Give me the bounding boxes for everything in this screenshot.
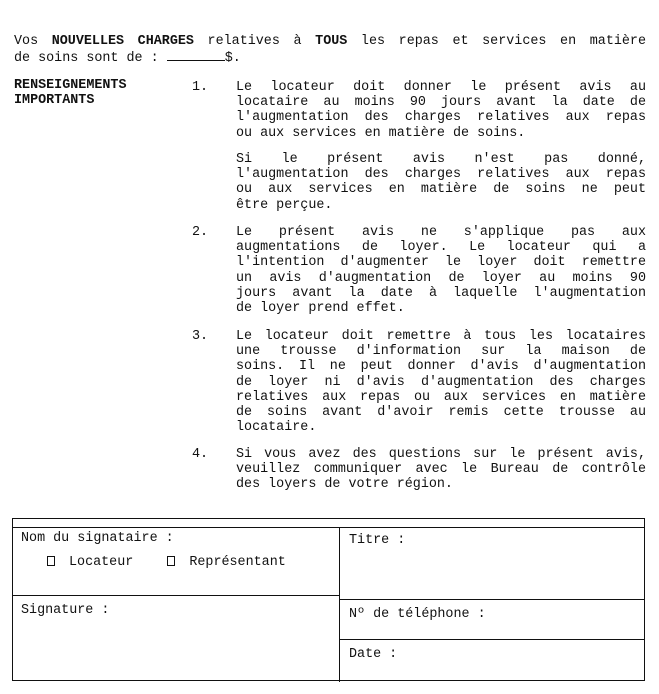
section-heading: RENSEIGNEMENTS IMPORTANTS: [14, 78, 127, 109]
item-number: 3.: [192, 329, 209, 344]
item-number: 4.: [192, 447, 209, 462]
item-4-paragraph: Si vous avez des questions sur le présent avis, veuillez communiquer avec le Bureau de contrôle des loyers de votre région.: [236, 447, 646, 493]
representative-checkbox[interactable]: [167, 556, 175, 566]
item-1-paragraph-2: Si le présent avis n'est pas donné, l'augmentation des charges relatives aux repas ou aux services en matière de soins ne peut être perçue.: [236, 152, 646, 213]
signature-form: [12, 518, 645, 681]
item-number: 1.: [192, 80, 209, 95]
item-2-paragraph: Le présent avis ne s'applique pas aux augmentations de loyer. Le locateur qui a l'intention d'augmenter le loyer doit remettre un avis d'augmentation de loyer au moins 90 jours avant la date à laquelle l'augmentation de loyer prend effet.: [236, 225, 646, 317]
signatory-name-label: Nom du signataire :: [21, 531, 174, 546]
intro-line-1: Vos NOUVELLES CHARGES relatives à TOUS les repas et services en matière: [14, 34, 646, 49]
form-divider: [13, 595, 339, 596]
title-label: Titre :: [349, 533, 406, 548]
intro-text: [14, 34, 646, 66]
landlord-checkbox[interactable]: [47, 556, 55, 566]
amount-blank[interactable]: [167, 49, 225, 61]
form-divider: [339, 527, 340, 682]
landlord-option-label: Locateur: [69, 555, 134, 570]
signature-label: Signature :: [21, 603, 110, 618]
form-divider: [339, 599, 644, 600]
representative-option-label: Représentant: [189, 555, 286, 570]
item-3-paragraph: Le locateur doit remettre à tous les locataires une trousse d'information sur la maison de soins. Il ne peut donner d'avis d'augmentation de loyer ni d'avis d'augmentation des charges relatives aux repas ou aux services en matière de soins avant d'avoir remis cette trousse au locataire.: [236, 329, 646, 436]
item-number: 2.: [192, 225, 209, 240]
form-divider: [13, 527, 644, 528]
phone-label: Nº de téléphone :: [349, 607, 486, 622]
intro-line-2: de soins sont de : $.: [14, 51, 241, 67]
date-label: Date :: [349, 647, 398, 662]
signatory-options: [47, 555, 286, 570]
form-divider: [339, 639, 644, 640]
item-1-paragraph-1: Le locateur doit donner le présent avis au locataire au moins 90 jours avant la date de l'augmentation des charges relatives aux repas ou aux services en matière de soins.: [236, 80, 646, 141]
